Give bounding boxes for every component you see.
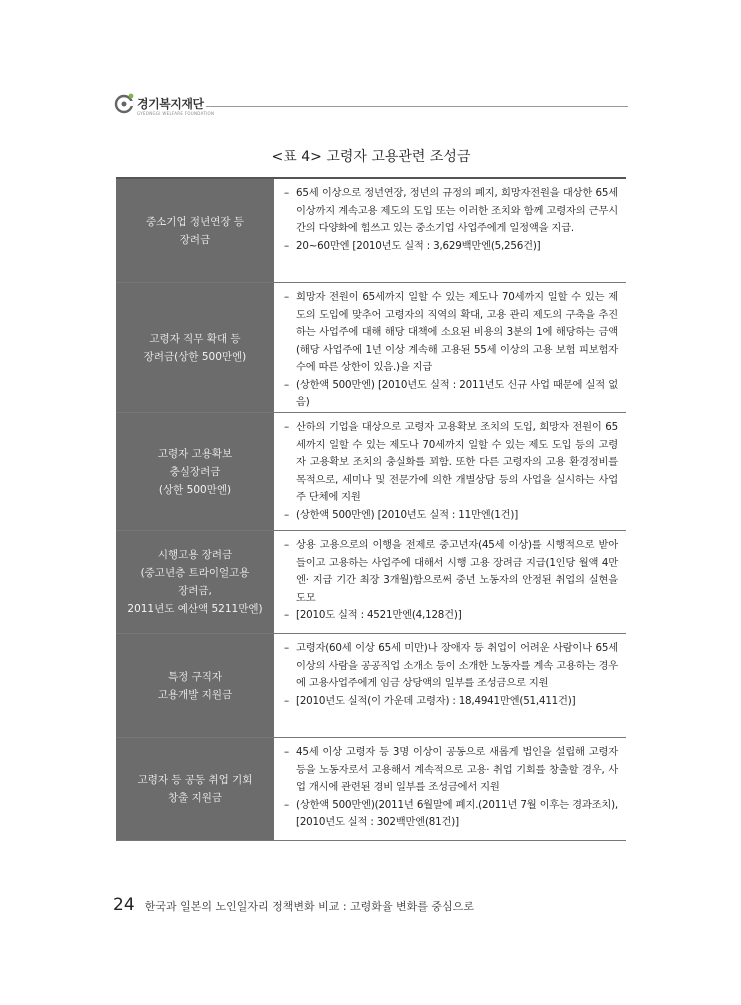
dash-bullet-icon: – xyxy=(284,187,289,199)
dash-bullet-icon: – xyxy=(284,508,289,521)
row-label-text: 중소기업 정년연장 등 장려금 xyxy=(146,215,244,246)
list-item xyxy=(284,377,618,412)
table-row xyxy=(116,531,626,634)
dash-bullet-icon: – xyxy=(284,421,289,433)
row-label xyxy=(116,634,274,737)
item-text: 65세 이상으로 정년연장, 정년의 규정의 폐지, 희망자전원을 대상한 65세 이상까지 계속고용 제도의 도입 또는 이러한 조치와 함께 고령자의 근무시간의 다양화에 힘쓰고 있는 중소기업 사업주에게 일정액을 지급. xyxy=(296,187,618,234)
item-text: 산하의 기업을 대상으로 고령자 고용확보 조치의 도입, 희망자 전원이 65세까지 일할 수 있는 제도나 70세까지 일할 수 있는 제도 도입 등의 고령자 고용확보 조치의 충실화를 꾀함. 또한 다른 고령자의 고용 환경정비를 목적으로, 세미나 및 전문가에 의한 개별상담 등의 사업을 실시하는 사업주 단체에 지원 xyxy=(296,421,618,503)
list-item xyxy=(284,640,618,693)
table-row xyxy=(116,738,626,841)
table-row xyxy=(116,413,626,531)
dash-bullet-icon: – xyxy=(284,746,289,758)
dash-bullet-icon: – xyxy=(284,798,289,811)
item-text: 상용 고용으로의 이행을 전제로 중고년자(45세 이상)를 시행적으로 받아들이고 고용하는 사업주에 대해서 시행 고용 장려금 지급(1인당 월액 4만엔· 지급 기간 최장 3개월)함으로써 중년 노동자의 안정된 취업의 실현을 도모 xyxy=(296,539,618,604)
table-row xyxy=(116,179,626,283)
item-text: (상한액 500만엔) [2010년도 실적 : 2011년도 신규 사업 때문에 실적 없음) xyxy=(296,378,618,408)
row-label-text: 고령자 등 공동 취업 기회 창출 지원금 xyxy=(137,774,253,804)
row-label xyxy=(116,738,274,840)
dash-bullet-icon: – xyxy=(284,239,289,252)
row-label-text: 시행고용 장려금 (중고년층 트라이얼고용 장려금, 2011년도 예산액 5211만엔) xyxy=(127,549,263,615)
dash-bullet-icon: – xyxy=(284,694,289,707)
subsidy-table xyxy=(116,177,626,841)
dash-bullet-icon: – xyxy=(284,539,289,551)
list-item xyxy=(284,607,618,625)
page-footer xyxy=(113,895,474,915)
row-label xyxy=(116,283,274,412)
list-item xyxy=(284,185,618,238)
table-row xyxy=(116,283,626,413)
list-item xyxy=(284,507,618,525)
list-item xyxy=(284,238,618,256)
item-text: 고령자(60세 이상 65세 미만)나 장애자 등 취업이 어려운 사람이나 65세 이상의 사람을 공공직업 소개소 등이 소개한 노동자를 계속 고용하는 경우에 고용사업주에게 임금 상당액의 일부를 조성금으로 지원 xyxy=(296,642,618,689)
org-subtitle: GYEONGGI WELFARE FOUNDATION xyxy=(137,111,215,116)
list-item xyxy=(284,744,618,797)
list-item xyxy=(284,797,618,832)
item-text: [2010도 실적 : 4521만엔(4,128건)] xyxy=(296,609,462,621)
row-label xyxy=(116,413,274,530)
row-label-text: 고령자 고용확보 충실장려금 (상한 500만엔) xyxy=(157,447,233,496)
dash-bullet-icon: – xyxy=(284,291,289,303)
table-caption: <표 4> 고령자 고용관련 조성금 xyxy=(271,149,471,165)
list-item xyxy=(284,289,618,377)
row-label-text: 특정 구직자 고용개발 지원금 xyxy=(157,670,233,701)
row-label xyxy=(116,531,274,633)
page-number: 24 xyxy=(113,895,135,915)
row-label-text: 고령자 직무 확대 등 장려금(상한 500만엔) xyxy=(143,332,247,363)
list-item xyxy=(284,537,618,607)
list-item xyxy=(284,419,618,507)
header-divider xyxy=(206,106,628,107)
row-content xyxy=(274,413,626,530)
dash-bullet-icon: – xyxy=(284,642,289,654)
row-content xyxy=(274,531,626,633)
dash-bullet-icon: – xyxy=(284,609,289,621)
foundation-logo-icon xyxy=(113,92,135,114)
page-header xyxy=(113,92,628,122)
table-row xyxy=(116,634,626,738)
row-content xyxy=(274,283,626,412)
list-item xyxy=(284,693,618,711)
item-text: 20~60만엔 [2010년도 실적 : 3,629백만엔(5,256건)] xyxy=(296,239,541,252)
row-content xyxy=(274,738,626,840)
running-title: 한국과 일본의 노인일자리 정책변화 비교 : 고령화율 변화를 중심으로 xyxy=(144,900,474,913)
row-content xyxy=(274,634,626,737)
item-text: [2010년도 실적(이 가운데 고령자) : 18,4941만엔(51,411건)] xyxy=(296,694,576,707)
item-text: (상한액 500만엔) [2010년도 실적 : 11만엔(1건)] xyxy=(296,508,519,521)
org-name: 경기복지재단 xyxy=(137,97,204,111)
item-text: (상한액 500만엔)(2011년 6월말에 폐지.(2011년 7월 이후는 경과조치), [2010년도 실적 : 302백만엔(81건)] xyxy=(296,798,618,828)
item-text: 45세 이상 고령자 등 3명 이상이 공동으로 새롭게 법인을 설립해 고령자 등을 노동자로서 고용해서 계속적으로 고용· 취업 기회를 창출할 경우, 사업 개시에 관련된 경비 일부를 조성금에서 지원 xyxy=(296,746,618,793)
dash-bullet-icon: – xyxy=(284,378,289,391)
row-label xyxy=(116,179,274,282)
row-content xyxy=(274,179,626,282)
item-text: 희망자 전원이 65세까지 일할 수 있는 제도나 70세까지 일할 수 있는 제도의 도입에 맞추어 고령자의 직역의 확대, 고용 관리 제도의 구축을 추진하는 사업주에 대해 해당 대책에 소요된 비용의 3분의 1에 해당하는 금액(해당 사업주에 1년 이상 계속해 고용된 55세 이상의 고용 보험 피보험자 수에 따른 상한이 있음.)을 지급 xyxy=(296,291,618,373)
